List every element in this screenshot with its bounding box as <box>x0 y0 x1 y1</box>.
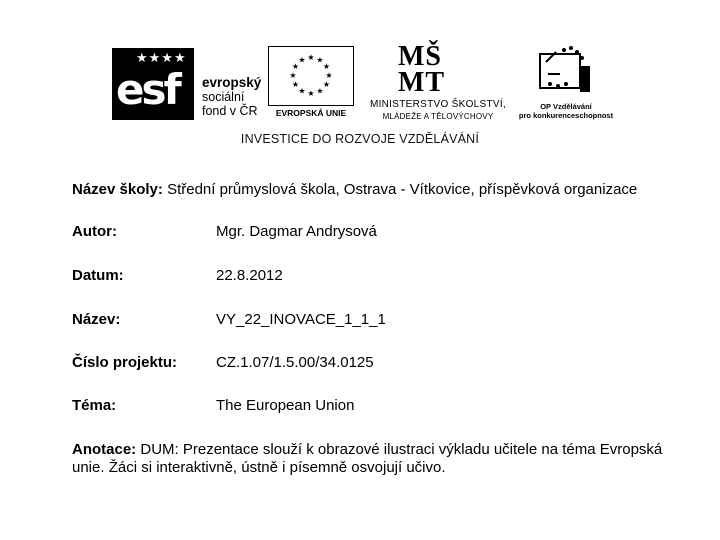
esf-text <box>202 76 261 118</box>
op-line-2: pro konkurenceschopnost <box>518 111 614 120</box>
eu-logo <box>268 46 354 122</box>
msmt-line-1: MINISTERSTVO ŠKOLSTVÍ, <box>369 99 507 110</box>
school-label: Název školy: <box>72 181 163 198</box>
date-row <box>72 267 283 285</box>
topic-value: The European Union <box>216 397 355 414</box>
name-row <box>72 311 386 329</box>
author-label: Autor: <box>72 223 117 240</box>
stars-icon: ★★★★ <box>136 50 187 65</box>
name-value: VY_22_INOVACE_1_1_1 <box>216 311 386 328</box>
tagline: INVESTICE DO ROZVOJE VZDĚLÁVÁNÍ <box>240 132 480 146</box>
msmt-logo <box>360 41 516 124</box>
school-value: Střední průmyslová škola, Ostrava - Vítkovice, příspěvková organizace <box>167 181 638 198</box>
topic-row <box>72 397 355 415</box>
op-mark-icon <box>538 44 594 96</box>
msmt-line-2: MLÁDEŽE A TĚLOVÝCHOVY <box>382 112 494 121</box>
logo-bar <box>0 0 720 160</box>
annotation-label: Anotace: <box>72 441 137 458</box>
svg-text:★: ★ <box>322 62 331 71</box>
svg-text:★: ★ <box>316 86 324 96</box>
esf-mark-letters: esf <box>116 65 179 114</box>
esf-line-1: evropský <box>202 75 262 90</box>
svg-text:★: ★ <box>322 80 331 89</box>
msmt-mark-bottom: MT <box>398 67 446 98</box>
project-value: CZ.1.07/1.5.00/34.0125 <box>216 354 374 371</box>
esf-logo <box>112 48 260 120</box>
esf-mark <box>112 48 194 120</box>
svg-text:★: ★ <box>289 71 297 80</box>
annotation-value: DUM: Prezentace slouží k obrazové ilustraci výkladu učitele na téma Evropská unie. Žáci si interaktivně, ústně i písemně osvojují učivo. <box>72 441 663 476</box>
topic-label: Téma: <box>72 397 117 414</box>
esf-line-2: sociální <box>202 90 245 104</box>
eu-flag-icon <box>268 46 354 106</box>
date-label: Datum: <box>72 267 124 284</box>
op-logo <box>514 44 618 124</box>
author-value: Mgr. Dagmar Andrysová <box>216 223 377 240</box>
school-row <box>72 181 637 199</box>
svg-text:★: ★ <box>291 80 300 89</box>
project-label: Číslo projektu: <box>72 354 178 371</box>
svg-text:★: ★ <box>307 89 315 98</box>
date-value: 22.8.2012 <box>216 267 283 284</box>
svg-text:★: ★ <box>298 55 306 65</box>
msmt-mark-top: MŠ <box>398 41 442 72</box>
name-label: Název: <box>72 311 121 328</box>
svg-text:★: ★ <box>298 86 306 96</box>
svg-text:★: ★ <box>325 71 333 80</box>
op-line-1: OP Vzdělávání <box>540 102 592 111</box>
eu-caption: EVROPSKÁ UNIE <box>275 108 347 118</box>
svg-text:★: ★ <box>291 62 300 71</box>
svg-text:★: ★ <box>307 53 315 62</box>
project-row <box>72 354 374 372</box>
esf-line-3: fond v ČR <box>202 104 258 118</box>
author-row <box>72 223 377 241</box>
svg-text:★: ★ <box>316 55 324 65</box>
msmt-mark <box>398 41 468 98</box>
annotation-block <box>72 441 672 477</box>
